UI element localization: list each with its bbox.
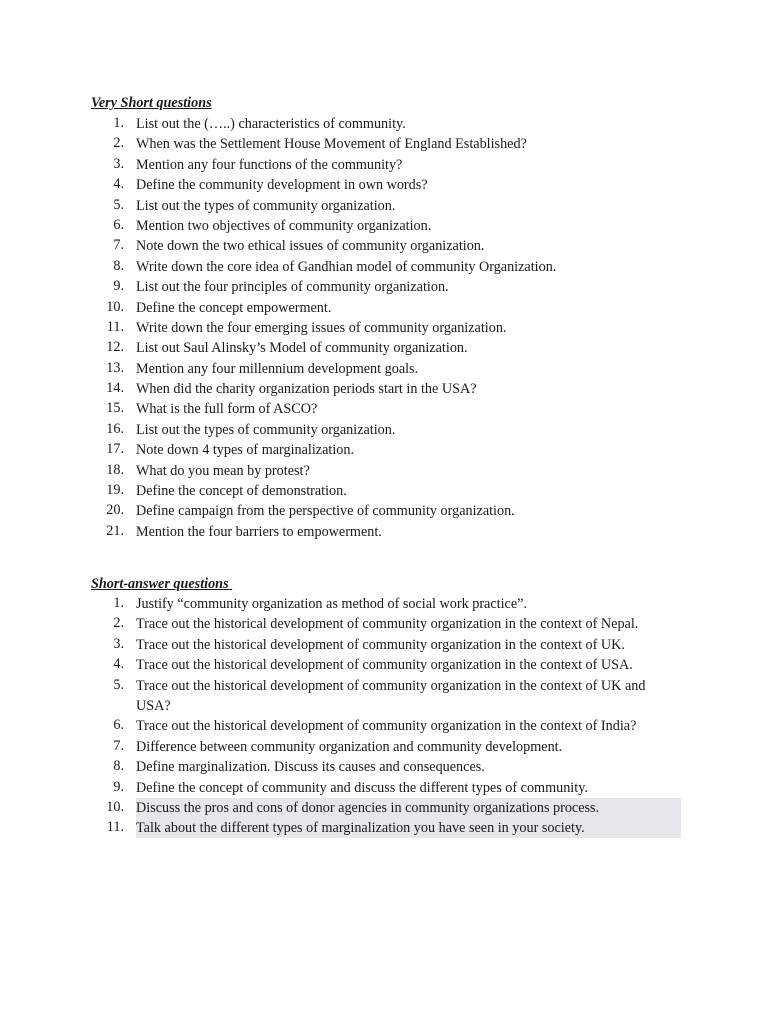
question-item <box>0 236 768 256</box>
question-number: 15. <box>106 400 124 417</box>
question-item <box>0 399 768 419</box>
question-text: Talk about the different types of marginalization you have seen in your society. <box>136 818 681 838</box>
question-number: 14. <box>106 380 124 397</box>
question-item <box>0 737 768 757</box>
question-text: Difference between community organization and community development. <box>136 738 563 755</box>
question-item <box>0 379 768 399</box>
question-text: Define the concept empowerment. <box>136 299 332 316</box>
question-text: Define campaign from the perspective of community organization. <box>136 503 515 520</box>
question-number: 3. <box>113 635 124 652</box>
question-text: Mention any four millennium development goals. <box>136 360 419 377</box>
question-number: 9. <box>113 778 124 795</box>
question-item <box>0 175 768 195</box>
very-short-questions-list <box>0 114 768 542</box>
question-item <box>0 277 768 297</box>
question-item <box>0 420 768 440</box>
question-text: When did the charity organization periods start in the USA? <box>136 381 477 398</box>
question-number: 2. <box>113 615 124 632</box>
question-number: 6. <box>113 216 124 233</box>
question-number: 21. <box>106 522 124 539</box>
question-number: 3. <box>113 155 124 172</box>
question-item <box>0 594 768 614</box>
question-text: Mention any four functions of the community? <box>136 156 403 173</box>
question-text: Discuss the pros and cons of donor agencies in community organizations process. <box>136 798 681 818</box>
question-item <box>0 257 768 277</box>
question-number: 2. <box>113 135 124 152</box>
question-text: Trace out the historical development of community organization in the context of UK. <box>136 636 625 653</box>
question-item <box>0 338 768 358</box>
question-item <box>0 522 768 542</box>
question-number: 7. <box>113 237 124 254</box>
very-short-questions-heading: Very Short questions <box>91 95 212 111</box>
question-item <box>0 798 768 818</box>
question-number: 11. <box>106 318 124 335</box>
question-number: 7. <box>113 737 124 754</box>
question-text: Define the community development in own words? <box>136 177 428 194</box>
question-number: 1. <box>113 595 124 611</box>
question-text: What is the full form of ASCO? <box>136 401 318 418</box>
question-text: Mention the four barriers to empowerment. <box>136 523 382 540</box>
question-number: 19. <box>106 482 124 499</box>
question-item <box>0 716 768 736</box>
question-number: 18. <box>106 461 124 478</box>
question-number: 5. <box>113 196 124 213</box>
question-item <box>0 155 768 175</box>
question-number: 10. <box>106 298 124 315</box>
question-text: List out the types of community organization. <box>136 197 396 214</box>
question-item <box>0 818 768 838</box>
question-item <box>0 440 768 460</box>
question-item <box>0 481 768 501</box>
question-text: When was the Settlement House Movement of England Established? <box>136 136 527 153</box>
question-item <box>0 318 768 338</box>
question-number: 1. <box>113 115 124 131</box>
question-text: Define the concept of community and discuss the different types of community. <box>136 779 588 796</box>
question-number: 16. <box>106 420 124 437</box>
question-item <box>0 461 768 481</box>
question-item <box>0 757 768 777</box>
question-item <box>0 134 768 154</box>
question-number: 20. <box>106 502 124 519</box>
question-text: List out the (…..) characteristics of community. <box>136 116 406 132</box>
question-number: 17. <box>106 441 124 458</box>
question-text: Trace out the historical development of community organization in the context of USA. <box>136 657 633 674</box>
question-text: List out the four principles of community organization. <box>136 279 449 296</box>
question-text: What do you mean by protest? <box>136 462 310 479</box>
question-number: 4. <box>113 656 124 673</box>
question-item <box>0 676 768 717</box>
question-item <box>0 635 768 655</box>
question-number: 5. <box>113 676 124 693</box>
question-number: 9. <box>113 278 124 295</box>
question-number: 4. <box>113 176 124 193</box>
short-answer-questions-list <box>0 594 768 839</box>
question-text: Note down 4 types of marginalization. <box>136 442 355 459</box>
question-item <box>0 216 768 236</box>
question-text: Write down the core idea of Gandhian model of community Organization. <box>136 258 557 275</box>
question-item <box>0 778 768 798</box>
question-text: List out Saul Alinsky’s Model of community organization. <box>136 340 468 357</box>
question-text: Trace out the historical development of community organization in the context of Nepal. <box>136 616 639 633</box>
question-item <box>0 614 768 634</box>
question-text: Justify “community organization as method of social work practice”. <box>136 596 527 612</box>
question-number: 12. <box>106 339 124 356</box>
question-text: Define marginalization. Discuss its causes and consequences. <box>136 759 485 776</box>
question-text: Write down the four emerging issues of community organization. <box>136 319 507 336</box>
question-text: Note down the two ethical issues of community organization. <box>136 238 485 255</box>
question-number: 10. <box>106 798 124 815</box>
short-answer-questions-heading: Short-answer questions <box>91 576 233 592</box>
question-text: Mention two objectives of community organization. <box>136 217 432 234</box>
question-text: Trace out the historical development of community organization in the context of India? <box>136 718 637 735</box>
question-item <box>0 196 768 216</box>
question-number: 8. <box>113 257 124 274</box>
question-item <box>0 501 768 521</box>
question-item <box>0 359 768 379</box>
question-number: 6. <box>113 717 124 734</box>
question-item <box>0 298 768 318</box>
question-text: Trace out the historical development of community organization in the context of UK and USA? <box>136 677 646 714</box>
question-number: 11. <box>106 819 124 836</box>
question-number: 13. <box>106 359 124 376</box>
question-item <box>0 114 768 134</box>
question-item <box>0 655 768 675</box>
question-text: List out the types of community organization. <box>136 421 396 438</box>
question-text: Define the concept of demonstration. <box>136 483 347 500</box>
question-number: 8. <box>113 758 124 775</box>
